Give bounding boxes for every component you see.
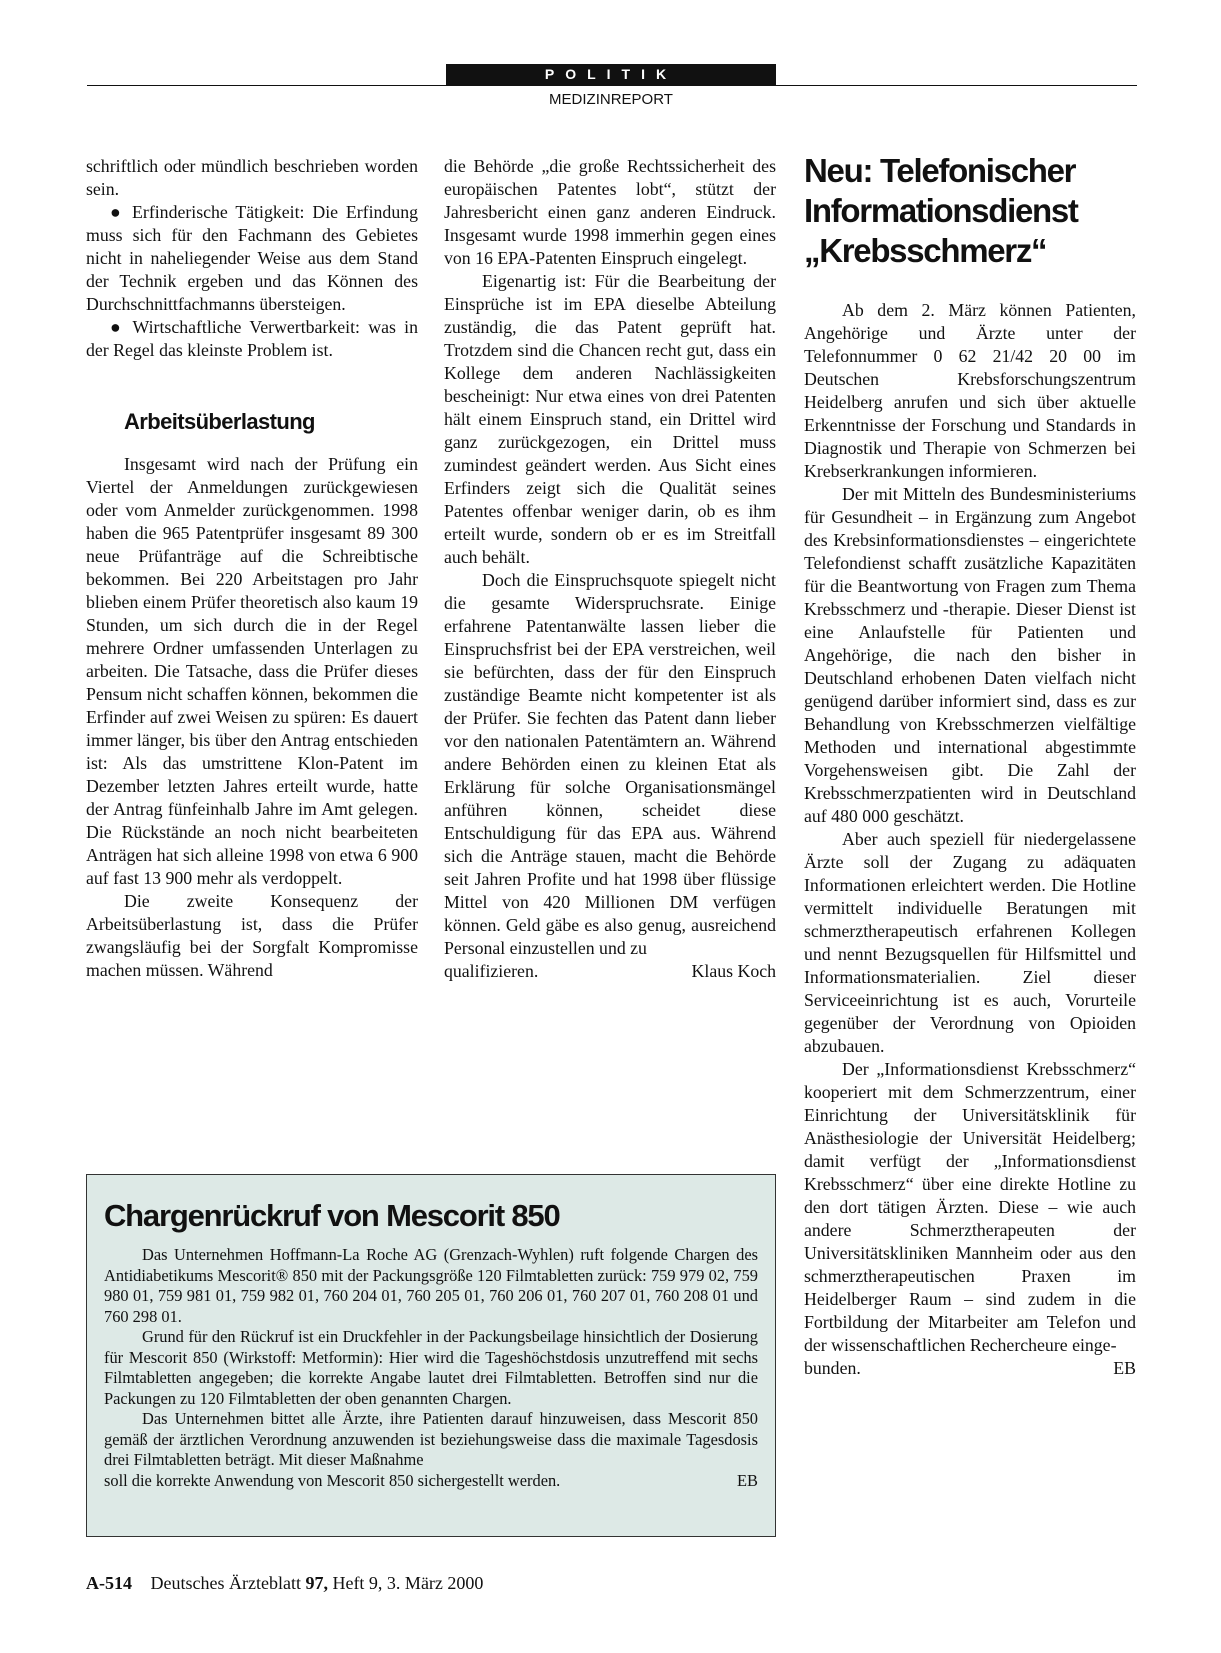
footer bbox=[86, 1572, 483, 1594]
last-line: qualifizieren. bbox=[444, 961, 539, 981]
article-column-2 bbox=[444, 155, 776, 983]
author-line bbox=[444, 960, 776, 983]
author-name: EB bbox=[1113, 1358, 1136, 1378]
article-column-3 bbox=[804, 299, 1136, 1380]
headline: Neu: Telefonischer Informationsdienst „Krebsschmerz“ bbox=[804, 152, 1078, 269]
paragraph: schriftlich oder mündlich beschrieben worden sein. bbox=[86, 156, 418, 199]
section-label: POLITIK bbox=[446, 64, 776, 85]
paragraph: Der „Informationsdienst Krebsschmerz“ kooperiert mit dem Schmerzzentrum, einer Einrichtung der Universitätsklinik für Anästhesiologie der Universität Heidelberg; damit verfügt der „Informationsdienst Krebsschmerz“ über eine direkte Hotline zu den dort tätigen Ärzten. Diese – wie auch andere Schmerztherapeuten der Universitätskliniken Mannheim oder aus den schmerztherapeutischen Praxen im Heidelberger Raum – sind zudem in die Fortbildung der Mitarbeiter am Telefon und der wissenschaftlichen Rechercheure einge- bbox=[804, 1059, 1136, 1355]
subsection-label: MEDIZINREPORT bbox=[549, 91, 673, 108]
paragraph: Der mit Mitteln des Bundesministeriums für Gesundheit – in Ergänzung zum Angebot des Krebsinformationsdienstes – eingerichtete Telefondienst schafft zusätzliche Kapazitäten für die Beantwortung von Fragen zum Thema Krebsschmerz und -therapie. Dieser Dienst ist eine Anlaufstelle für Patienten und Angehörige, die nach den bisher in Deutschland erhobenen Daten vielfach nicht genügend darüber informiert sind, dass es zur Behandlung von Krebsschmerzen vielfältige Methoden und international abgestimmte Vorgehensweisen gibt. Die Zahl der Krebsschmerzpatienten wird in Deutschland auf 480 000 geschätzt. bbox=[804, 484, 1136, 826]
bullet-item: ● Erfinderische Tätigkeit: Die Erfindung muss sich für den Fachmann des Gebietes nicht in naheliegender Weise aus dem Stand der Technik ergeben und das Können des Durchschnittfachmanns übersteigen. bbox=[86, 202, 418, 314]
author-name: EB bbox=[737, 1470, 758, 1490]
header-rule bbox=[87, 85, 1137, 86]
paragraph: die Behörde „die große Rechtssicherheit des europäischen Patentes lobt“, stützt der Jahresbericht einen ganz anderen Eindruck. Insgesamt wurde 1998 immerhin gegen eines von 16 EPA-Patenten Einspruch eingelegt. bbox=[444, 156, 776, 268]
paragraph: Ab dem 2. März können Patienten, Angehörige und Ärzte unter der Telefonnummer 0 62 21/42 20 00 im Deutschen Krebsforschungszentrum Heidelberg anrufen und sich über aktuelle Erkenntnisse der Forschung und Standards in Diagnostik und Therapie von Schmerzen bei Krebserkrankungen informieren. bbox=[804, 300, 1136, 481]
volume: 97, bbox=[305, 1573, 328, 1593]
article-column-1 bbox=[86, 155, 418, 982]
paragraph: Das Unternehmen bittet alle Ärzte, ihre Patienten darauf hinzuweisen, dass Mescorit 850 gemäß der ärztlichen Verordnung anzuwenden ist beziehungsweise dass die maximale Tagesdosis drei Filmtabletten beträgt. Mit dieser Maßnahme bbox=[104, 1409, 758, 1469]
author-name: Klaus Koch bbox=[691, 961, 776, 981]
paragraph: Eigenartig ist: Für die Bearbeitung der Einsprüche ist im EPA dieselbe Abteilung zuständig, die das Patent geprüft hat. Trotzdem sind die Chancen recht gut, dass ein Kollege dem anderen Nachlässigkeiten bescheinigt: Nur etwa eines von drei Patenten hält einem Einspruch stand, ein Drittel wird ganz zurückgezogen, ein Drittel muss zumindest geändert werden. Aus Sicht eines Erfinders zeigt sich die Qualität seines Patentes offenbar weniger darin, ob es ihm erteilt wurde, sondern ob er es im Streitfall auch behält. bbox=[444, 271, 776, 567]
box-body bbox=[104, 1245, 758, 1491]
box-title: Chargenrückruf von Mescorit 850 bbox=[104, 1198, 560, 1233]
paragraph: Doch die Einspruchsquote spiegelt nicht die gesamte Widerspruchsrate. Einige erfahrene Patentanwälte lassen lieber die Einspruchsfrist bei der EPA verstreichen, weil sie befürchten, dass der für den Einspruch zuständige Beamte nicht kompetenter ist als der Prüfer. Sie fechten das Patent dann lieber vor den nationalen Patentämtern an. Während andere Behörden einen zu kleinen Etat als Erklärung für solche Organisationsmängel anführen können, scheidet diese Entschuldigung für das EPA aus. Während sich die Anträge stauen, macht die Behörde seit Jahren Profite und hat 1998 über flüssige Mittel von 420 Millionen DM verfügen können. Geld gäbe es also genug, ausreichend Personal einzustellen und zu bbox=[444, 570, 776, 958]
author-line bbox=[104, 1471, 758, 1492]
bullet-item: ● Wirtschaftliche Verwertbarkeit: was in der Regel das kleinste Problem ist. bbox=[86, 317, 418, 360]
paragraph: Das Unternehmen Hoffmann-La Roche AG (Grenzach-Wyhlen) ruft folgende Chargen des Antidiabetikums Mescorit® 850 mit der Packungsgröße 120 Filmtabletten zurück: 759 979 02, 759 980 01, 759 981 01, 759 982 01, 760 204 01, 760 205 01, 760 206 01, 760 207 01, 760 208 01 und 760 298 01. bbox=[104, 1245, 758, 1326]
author-line bbox=[804, 1357, 1136, 1380]
subheading: Arbeitsüberlastung bbox=[124, 409, 315, 434]
paragraph: Insgesamt wird nach der Prüfung ein Viertel der Anmeldungen zurückgewiesen oder vom Anmelder zurückgenommen. 1998 haben die 965 Patentprüfer insgesamt 89 300 neue Prüfanträge auf die Schreibtische bekommen. Bei 220 Arbeitstagen pro Jahr blieben einem Prüfer theoretisch also kaum 19 Stunden, um sich durch die in der Regel mehrere Ordner umfassenden Unterlagen zu arbeiten. Die Tatsache, dass die Prüfer dieses Pensum nicht schaffen können, bekommen die Erfinder auf zwei Weisen zu spüren: Es dauert immer länger, bis über den Antrag entschieden ist: Als das umstrittene Klon-Patent im Dezember letzten Jahres erteilt wurde, hatte der Antrag fünfeinhalb Jahre im Amt gelegen. Die Rückstände an noch nicht bearbeiteten Anträgen hat sich alleine 1998 von etwa 6 900 auf fast 13 900 mehr als verdoppelt. bbox=[86, 454, 418, 888]
page-number: A-514 bbox=[86, 1573, 132, 1593]
last-line: soll die korrekte Anwendung von Mescorit 850 sichergestellt werden. bbox=[104, 1470, 561, 1490]
paragraph: Grund für den Rückruf ist ein Druckfehler in der Packungsbeilage hinsichtlich der Dosierung für Mescorit 850 (Wirkstoff: Metformin): Hier wird die Tageshöchstdosis unzutreffend mit sechs Filmtabletten angegeben; die korrekte Angabe lautet drei Filmtabletten. Betroffen sind nur die Packungen zu 120 Filmtabletten der oben genannten Chargen. bbox=[104, 1327, 758, 1408]
paragraph: Die zweite Konsequenz der Arbeitsüberlastung ist, dass die Prüfer zwangsläufig bei der Sorgfalt Kompromisse machen müssen. Während bbox=[86, 891, 418, 980]
issue: Heft 9, 3. März 2000 bbox=[332, 1573, 484, 1593]
journal-name: Deutsches Ärzteblatt bbox=[150, 1573, 301, 1593]
last-line: bunden. bbox=[804, 1358, 861, 1378]
paragraph: Aber auch speziell für niedergelassene Ärzte soll der Zugang zu adäquaten Informationen erleichtert werden. Die Hotline vermittelt individuelle Beratungen mit schmerztherapeutisch erfahrenen Kollegen und nennt Bezugsquellen für Hilfsmittel und Informationsmaterialien. Ziel dieser Serviceeinrichtung ist es auch, Vorurteile gegenüber der Verordnung von Opioiden abzubauen. bbox=[804, 829, 1136, 1056]
